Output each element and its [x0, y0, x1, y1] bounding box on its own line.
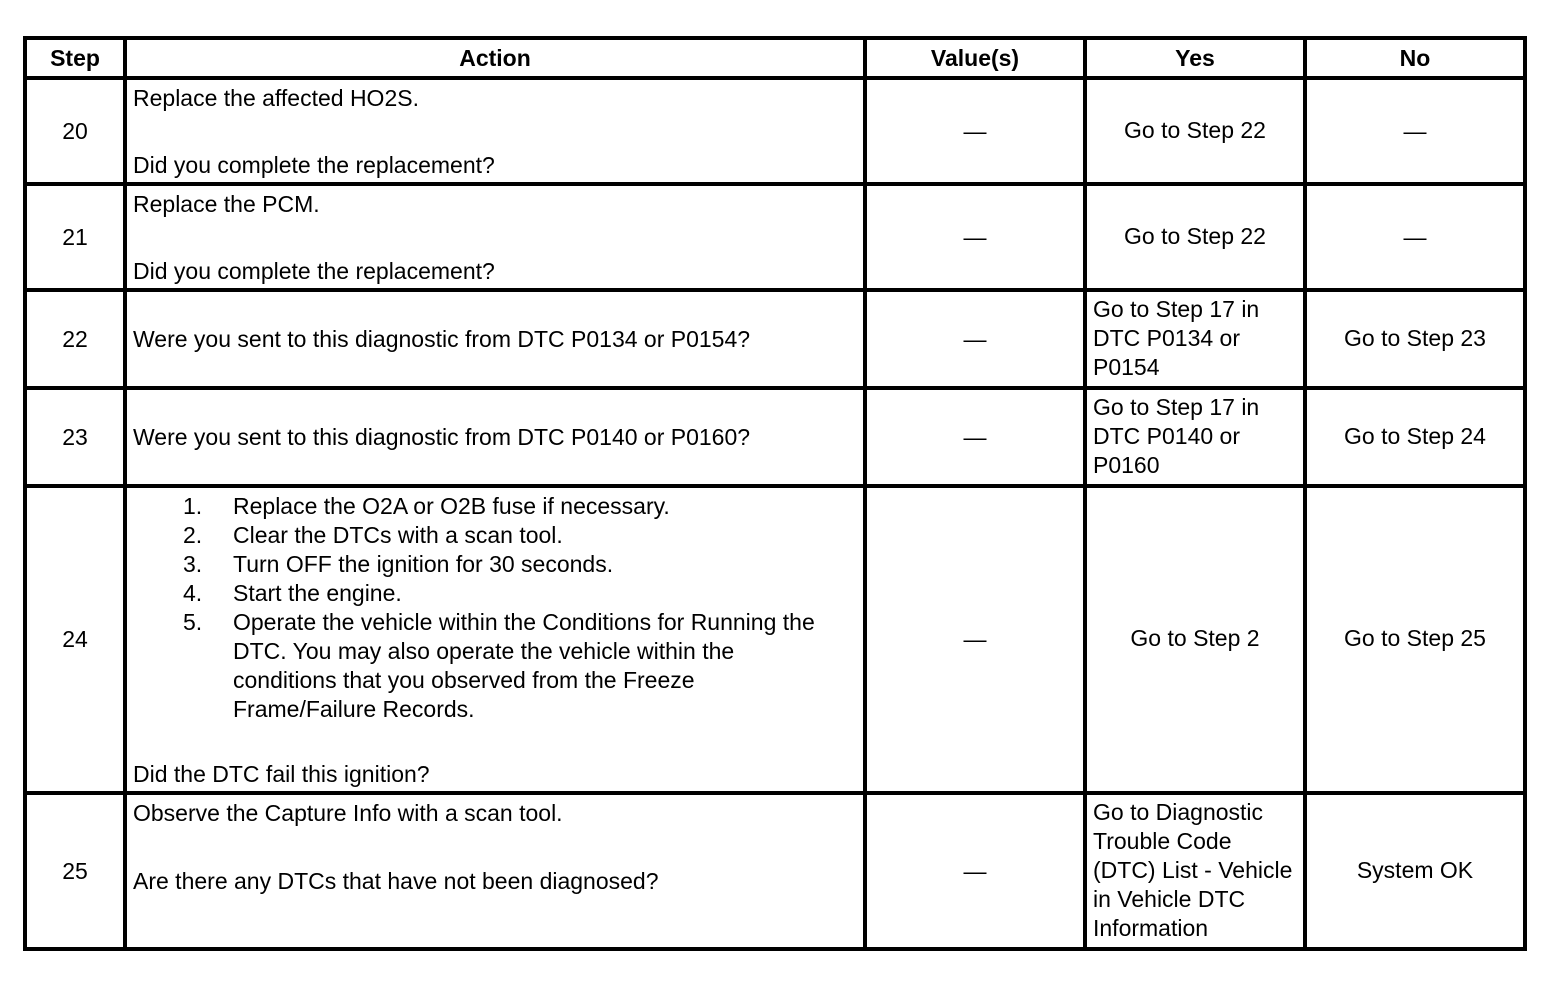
- header-row: [25, 38, 1525, 78]
- list-item: 1. Replace the O2A or O2B fuse if necessary.: [183, 493, 670, 519]
- action-cell: [125, 793, 865, 949]
- no-cell: —: [1305, 184, 1525, 290]
- table-row: [25, 486, 1525, 793]
- table-row: [25, 290, 1525, 388]
- value-cell: —: [865, 290, 1085, 388]
- step-number: 21: [25, 184, 125, 290]
- action-question: Were you sent to this diagnostic from DTC P0140 or P0160?: [133, 423, 751, 450]
- list-item: 3. Turn OFF the ignition for 30 seconds.: [183, 551, 614, 577]
- yes-cell: [1085, 290, 1305, 388]
- action-question: Are there any DTCs that have not been diagnosed?: [133, 868, 659, 894]
- diagnostic-table: [23, 36, 1527, 951]
- list-item: 2. Clear the DTCs with a scan tool.: [183, 522, 563, 548]
- yes-cell: [1085, 793, 1305, 949]
- no-cell: —: [1305, 78, 1525, 184]
- list-item: 4. Start the engine.: [183, 580, 402, 606]
- no-cell: [1305, 486, 1525, 793]
- yes-result: Go to Step 22: [1124, 222, 1266, 249]
- table-row: [25, 184, 1525, 290]
- header-action: Action: [125, 38, 865, 78]
- table-row: [25, 388, 1525, 486]
- value-cell: —: [865, 184, 1085, 290]
- action-question: Did the DTC fail this ignition?: [133, 761, 430, 787]
- yes-result: Go to Step 2: [1130, 625, 1260, 651]
- action-instruction: Observe the Capture Info with a scan tool.: [133, 800, 563, 826]
- step-number: 24: [25, 486, 125, 793]
- yes-result: Go to Diagnostic Trouble Code (DTC) List - Vehicle in Vehicle DTC Information: [1093, 798, 1293, 941]
- yes-cell: [1085, 388, 1305, 486]
- action-cell: [125, 290, 865, 388]
- action-cell: [125, 184, 865, 290]
- value-cell: —: [865, 486, 1085, 793]
- yes-cell: [1085, 78, 1305, 184]
- procedure-list: [133, 492, 857, 724]
- header-yes: Yes: [1085, 38, 1305, 78]
- value-cell: —: [865, 793, 1085, 949]
- value-cell: —: [865, 388, 1085, 486]
- action-instruction: Replace the affected HO2S.: [133, 85, 419, 111]
- action-question: Did you complete the replacement?: [133, 258, 495, 284]
- no-result: Go to Step 23: [1344, 324, 1486, 351]
- yes-result: Go to Step 17 in DTC P0140 or P0160: [1093, 393, 1260, 478]
- header-values: Value(s): [865, 38, 1085, 78]
- no-cell: [1305, 388, 1525, 486]
- value-cell: —: [865, 78, 1085, 184]
- action-instruction: Replace the PCM.: [133, 191, 320, 217]
- action-question: Were you sent to this diagnostic from DTC P0134 or P0154?: [133, 325, 751, 352]
- action-cell: [125, 388, 865, 486]
- no-cell: [1305, 793, 1525, 949]
- yes-result: Go to Step 17 in DTC P0134 or P0154: [1093, 295, 1260, 380]
- step-number: 22: [25, 290, 125, 388]
- list-item: 5. Operate the vehicle within the Conditions for Running the DTC. You may also operate the vehicle within the conditions that you observed from the Freeze Frame/Failure Records.: [183, 609, 815, 722]
- header-no: No: [1305, 38, 1525, 78]
- step-number: 23: [25, 388, 125, 486]
- yes-cell: [1085, 184, 1305, 290]
- action-cell: [125, 486, 865, 793]
- action-question: Did you complete the replacement?: [133, 152, 495, 178]
- no-result: Go to Step 24: [1344, 422, 1486, 449]
- step-number: 20: [25, 78, 125, 184]
- no-result: Go to Step 25: [1344, 625, 1486, 651]
- no-result: System OK: [1356, 856, 1474, 883]
- yes-cell: [1085, 486, 1305, 793]
- no-cell: [1305, 290, 1525, 388]
- yes-result: Go to Step 22: [1124, 116, 1266, 143]
- header-step: Step: [25, 38, 125, 78]
- table-row: [25, 793, 1525, 949]
- action-cell: [125, 78, 865, 184]
- table-row: [25, 78, 1525, 184]
- step-number: 25: [25, 793, 125, 949]
